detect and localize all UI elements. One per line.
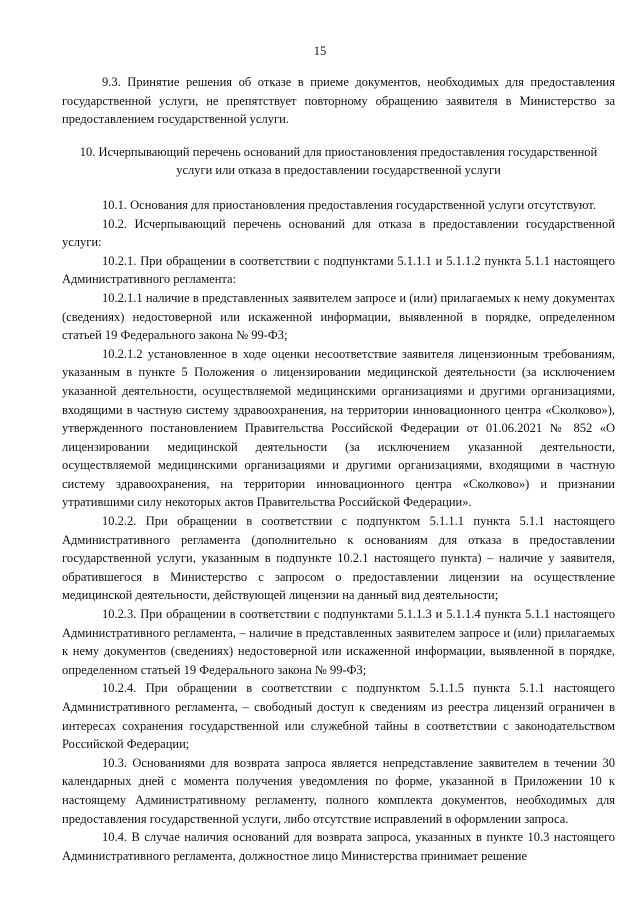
paragraph-10-2-1: 10.2.1. При обращении в соответствии с подпунктами 5.1.1.1 и 5.1.1.2 пункта 5.1.1 настоящего Административного регламента: — [62, 253, 615, 287]
paragraph-10-2-4: 10.2.4. При обращении в соответствии с подпунктом 5.1.1.5 пункта 5.1.1 настоящего Административного регламента, – свободный доступ к сведениям из реестра лицензий ограничен в интересах сохранения государственной или служебной тайны в соответствии с законодательством Российской Федерации; — [62, 681, 615, 752]
paragraph-10-4: 10.4. В случае наличия оснований для возврата запроса, указанных в пункте 10.3 настоящего Административного регламента, должностное лицо Министерства принимает решение — [62, 830, 615, 863]
paragraph-10-2-3: 10.2.3. При обращении в соответствии с подпунктами 5.1.1.3 и 5.1.1.4 пункта 5.1.1 настоящего Административного регламента, – наличие в представленных заявителем запросе и (или) прилагаемых к нему документов (сведениях) недостоверной или искаженной информации, выявленной в порядке, определенном статьей 19 Федерального закона № 99-ФЗ; — [62, 607, 615, 677]
paragraph-10-2: 10.2. Исчерпывающий перечень оснований для отказа в предоставлении государственной услуги: — [62, 216, 615, 250]
paragraph-10-2-1-2: 10.2.1.2 установленное в ходе оценки несоответствие заявителя лицензионным требованиям, указанным в пункте 5 Положения о лицензировании медицинской деятельности (за исключением указанной деятельности, осуществляемой медицинскими организациями и другими организациями, входящими в частную систему здравоохранения, на территории инновационного центра «Сколково»), утвержденного постановлением Правительства Российской Федерации от 01.06.2021 № 852 «О лицензировании медицинской деятельности (за исключением указанной деятельности, осуществляемой медицинскими организациями и другими организациями, входящими в частную систему здравоохранения, на территории инновационного центра «Сколково») и признании утратившими силу некоторых актов Правительства Российской Федерации». — [62, 346, 615, 510]
paragraph-10-2-2: 10.2.2. При обращении в соответствии с подпунктом 5.1.1.1 пункта 5.1.1 настоящего Административного регламента (дополнительно к основаниям для отказа в предоставлении государственной услуги, указанным в подпункте 10.2.1 настоящего пункта) – наличие у заявителя, обратившегося в Министерство с запросом о предоставлении лицензии на осуществление медицинской деятельности, действующей лицензии на данный вид деятельности; — [62, 514, 615, 603]
section-heading-10: 10. Исчерпывающий перечень оснований для приостановления предоставления государственной услуги или отказа в предоставлении государственной услуги — [79, 144, 598, 178]
document-body — [62, 73, 615, 865]
paragraph-10-3: 10.3. Основаниями для возврата запроса является непредставление заявителем в течении 30 календарных дней с момента получения уведомления по форме, указанной в Приложении 10 к настоящему Административному регламенту, полного комплекта документов, необходимых для предоставления государственной услуги, либо отсутствие исправлений в оформлении запроса. — [62, 755, 615, 826]
paragraph-9-3: 9.3. Принятие решения об отказе в приеме документов, необходимых для предоставления государственной услуги, не препятствует повторному обращению заявителя в Министерство за предоставлением государственной услуги. — [62, 75, 615, 127]
paragraph-10-1: 10.1. Основания для приостановления предоставления государственной услуги отсутствуют. — [102, 197, 596, 212]
paragraph-10-2-1-1: 10.2.1.1 наличие в представленных заявителем запросе и (или) прилагаемых к нему документах (сведениях) недостоверной или искаженной информации, выявленной в порядке, определенном статьей 19 Федерального закона № 99-ФЗ; — [62, 290, 615, 343]
page-number: 15 — [313, 44, 327, 58]
